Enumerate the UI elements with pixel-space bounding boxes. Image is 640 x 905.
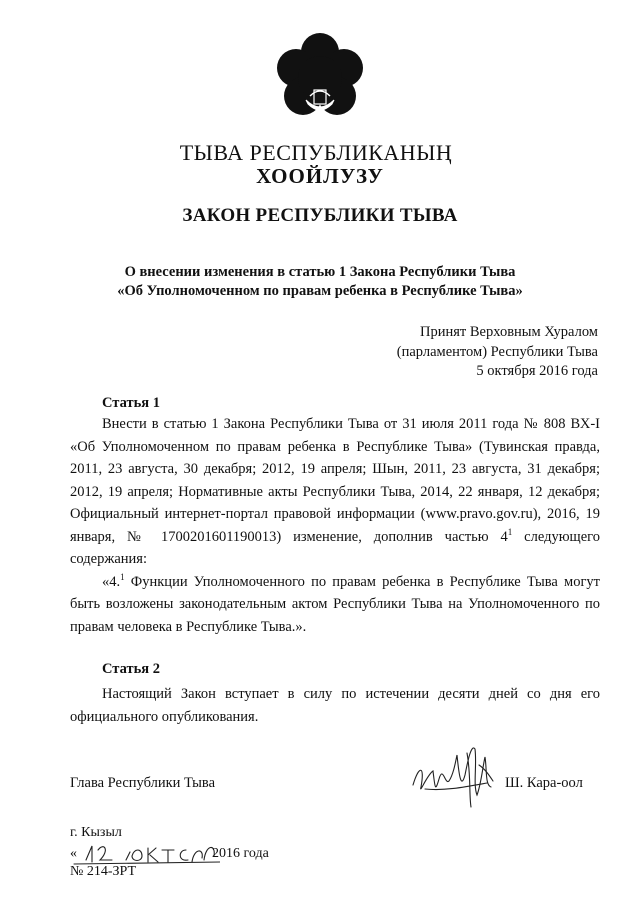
law-subject-line: «Об Уполномоченном по правам ребенка в Республике Тыва» — [117, 283, 523, 299]
article-1-title: Статья 1 — [102, 395, 160, 411]
article-1-body — [70, 413, 600, 638]
article-1-paragraph — [70, 413, 600, 571]
superscript: 1 — [507, 526, 513, 537]
article-2-body — [70, 683, 600, 728]
law-number: № 214-ЗРТ — [70, 864, 137, 879]
coat-of-arms-emblem — [270, 30, 370, 125]
adoption-note — [397, 323, 598, 382]
signing-date — [70, 844, 310, 866]
superscript: 1 — [120, 571, 125, 582]
quote-text: Функции Уполномоченного по правам ребенка в Республике Тыва могут быть возложены законодательным актом Республики Тыва на Уполномоченного по правам человека в Республике Тыва.». — [70, 573, 600, 635]
header-tuvan-subtitle: ХООЙЛУЗУ — [256, 164, 384, 188]
handwritten-signature — [405, 735, 500, 815]
law-subject-line: О внесении изменения в статью 1 Закона Республики Тыва — [124, 264, 516, 280]
article-1-text: Внести в статью 1 Закона Республики Тыва от 31 июля 2011 года № 808 ВХ-I «Об Уполномоченном по правам ребенка в Республике Тыва» (Тувинская правда, 2011, 23 августа, 30 декабря; 2012, 19 апреля; Шын, 2011, 23 августа, 31 декабря; 2012, 19 апреля; Нормативные акты Республики Тыва, 2014, 22 января, 12 декабря; Официальный интернет-портал правовой информации (www.pravo.gov.ru), 2016, 19 января, № 1700201601190013) изменение, дополнив частью 4 — [70, 416, 600, 545]
signer-position: Глава Республики Тыва — [70, 775, 216, 791]
adoption-line: Принят Верховным Хуралом — [420, 324, 598, 340]
article-1-text: следующего содержания: — [70, 528, 600, 567]
article-2-paragraph: Настоящий Закон вступает в силу по истечении десяти дней со дня его официального опубликования. — [70, 686, 600, 725]
adoption-date: 5 октября 2016 года — [476, 363, 598, 379]
header-tuvan-title: ТЫВА РЕСПУБЛИКАНЫҢ — [179, 140, 453, 165]
law-subject — [60, 263, 580, 301]
date-year: 2016 года — [212, 846, 269, 861]
article-1-quote — [70, 571, 600, 639]
law-title: ЗАКОН РЕСПУБЛИКИ ТЫВА — [182, 205, 458, 226]
quote-text: «4. — [102, 573, 121, 590]
signing-place: г. Кызыл — [70, 825, 122, 840]
date-quote-open: « — [70, 846, 77, 861]
signer-name: Ш. Кара-оол — [505, 775, 583, 791]
adoption-line: (парламентом) Республики Тыва — [396, 343, 598, 360]
article-2-title: Статья 2 — [102, 661, 160, 677]
